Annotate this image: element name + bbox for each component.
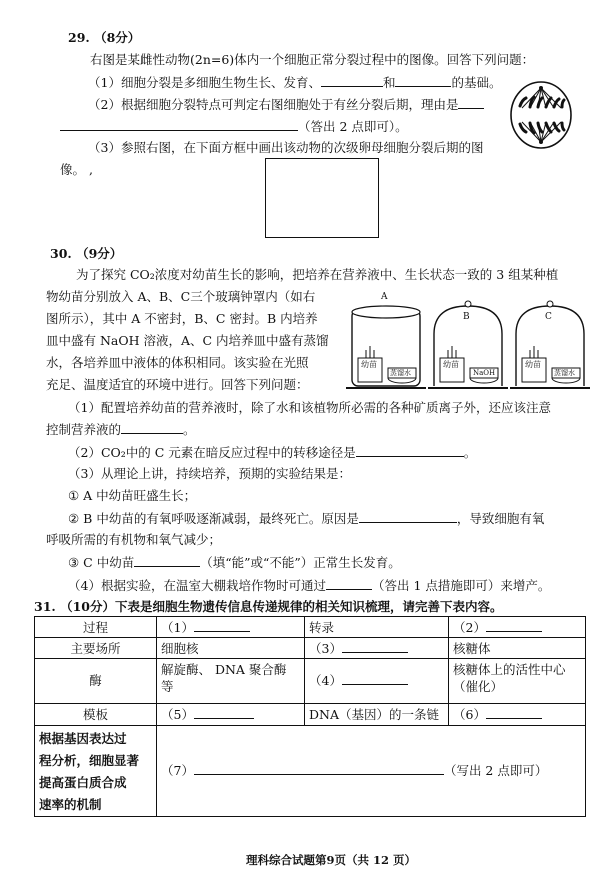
blank-5-label: （5） [161,707,194,722]
q29-p2-text-b: （答出 2 点即可）。 [298,119,408,134]
q29-intro: 右图是某雌性动物(2n=6)体内一个细胞正常分裂过程中的图像。回答下列问题： [90,52,535,67]
q30-header: 30. （9分） [50,246,123,261]
bell-jar-figure [344,290,592,400]
q29-p1-text-b: 和 [382,75,396,90]
q30-p1-text-c: 。 [183,422,196,437]
q30-result2 [68,510,544,527]
jar-a-drawing [346,300,426,396]
q30-part2 [68,444,476,461]
q29-part3-cont: 像。 , [60,162,93,177]
q29-p1-blank2[interactable] [395,74,451,87]
table-cell-dna-strand: DNA（基因）的一条链 [304,703,449,726]
blank-1-line[interactable] [194,619,250,632]
q31-header: 31. （10分）下表是细胞生物遗传信息传递规律的相关知识梳理，请完善下表内容。 [34,599,503,614]
q30-r3-text-a: ③ C 中幼苗 [68,555,135,570]
q30-p1-blank[interactable] [121,421,183,434]
q29-part2-cont [60,118,408,135]
table-cell-blank-3[interactable] [304,637,449,659]
q30-result1: ① A 中幼苗旺盛生长； [68,488,197,503]
mechanism-head-line1: 根据基因表达过 [39,731,127,746]
table-cell-process-head: 过程 [34,616,157,638]
blank-2-label: （2） [453,620,486,635]
jar-b-dish-label: NaOH [473,369,496,377]
blank-1-label: （1） [161,620,194,635]
jar-b-label: B [463,312,470,322]
q30-part3: （3）从理论上讲，持续培养，预期的实验结果是： [68,466,351,481]
table-cell-transcription: 转录 [304,616,449,638]
table-cell-location-head: 主要场所 [34,637,157,659]
blank-7-label: （7） [161,763,194,778]
table-cell-nucleus: 细胞核 [156,637,305,659]
q29-p2-blank1[interactable] [458,96,484,109]
ribosome-site-line2: （催化） [453,679,504,694]
blank-6-label: （6） [453,707,486,722]
q30-p2-text-b: 。 [463,445,477,460]
table-cell-helicase [156,658,305,704]
q29-p2-text-a: （2）根据细胞分裂特点可判定右图细胞处于有丝分裂后期，理由是 [88,97,459,112]
q30-p4-blank[interactable] [326,577,372,590]
page-footer: 理科综合试题第9页（共 12 页） [246,853,417,867]
table-cell-mechanism-head [34,725,157,817]
blank-7-line[interactable] [194,762,444,775]
q29-p2-blank2[interactable] [60,118,298,131]
q30-p4-text-a: （4）根据实验，在温室大棚栽培作物时可通过 [68,578,326,593]
q30-p4-text-b: （答出 1 点措施即可）来增产。 [371,578,551,593]
q30-line1: 为了探究 CO₂浓度对幼苗生长的影响，把培养在营养液中、生长状态一致的 3 组某种植 [76,267,559,282]
mechanism-head-line2: 程分析，细胞显著 [39,753,140,768]
q30-part1: （1）配置培养幼苗的营养液时，除了水和该植物所必需的各种矿质离子外，还应该注意 [68,400,551,415]
q29-header: 29. （8分） [68,30,141,45]
q29-part3: （3）参照右图，在下面方框中画出该动物的次级卵母细胞分裂后期的图 [88,140,484,155]
jar-a-pot-label: 幼苗 [361,360,377,369]
blank-4-line[interactable] [342,672,408,685]
mechanism-head-line3: 提高蛋白质合成 [39,775,127,790]
helicase-line2: 等 [161,679,174,694]
q30-p2-blank[interactable] [356,444,464,457]
q30-r3-text-b: （填“能”或“不能”）正常生长发育。 [200,555,401,570]
q29-p1-blank1[interactable] [321,74,383,87]
blank-6-line[interactable] [486,706,542,719]
table-cell-template-head: 模板 [34,703,157,726]
ribosome-site-line1: 核糖体上的活性中心 [453,662,566,677]
blank-3-line[interactable] [342,640,408,653]
table-cell-blank-7[interactable] [156,725,586,817]
q29-p3-text-b: 像。 [60,162,86,177]
jar-b-pot-label: 幼苗 [443,360,459,369]
q30-r2-text-a: ② B 中幼苗的有氧呼吸逐渐减弱，最终死亡。原因是 [68,511,359,526]
q30-line5: 水，各培养皿中液体的体积相同。该实验在光照 [46,355,309,370]
table-cell-blank-1[interactable] [156,616,305,638]
jar-c-dish-label: 蒸馏水 [554,369,575,377]
table-cell-blank-6[interactable] [448,703,586,726]
q30-r2-blank[interactable] [359,510,457,523]
blank-5-line[interactable] [194,706,254,719]
mechanism-head-line4: 速率的机制 [39,797,102,812]
helicase-line1: 解旋酶、 DNA 聚合酶 [161,662,287,677]
q30-line2: 物幼苗分别放入 A、B、C三个玻璃钟罩内（如右 [46,289,316,304]
q30-line6: 充足、温度适宜的环境中进行。回答下列问题： [46,377,309,392]
jar-a-label: A [381,292,388,302]
blank-4-label: （4） [309,673,342,688]
q30-result2-cont: 呼吸所需的有机物和氧气减少； [46,532,222,547]
q30-r2-text-b: ，导致细胞有氧 [456,511,545,526]
table-cell-ribosome: 核糖体 [448,637,586,659]
q30-p2-text-a: （2）CO₂中的 C 元素在暗反应过程中的转移途径是 [68,445,356,460]
jar-a-dish-label: 蒸馏水 [390,369,411,377]
table-cell-blank-2[interactable] [448,616,586,638]
jar-c-pot-label: 幼苗 [525,360,541,369]
blank-3-label: （3） [309,641,342,656]
blank-2-line[interactable] [486,619,542,632]
q29-p1-text-a: （1）细胞分裂是多细胞生物生长、发育、 [88,75,321,90]
q30-p1-text-b: 控制营养液的 [46,422,122,437]
table-cell-blank-5[interactable] [156,703,305,726]
q30-part4 [68,577,550,594]
blank-7-hint: （写出 2 点即可） [443,763,548,778]
table-cell-ribosome-site [448,658,586,704]
table-cell-blank-4[interactable] [304,658,449,704]
q29-part2 [88,96,484,113]
jar-c-label: C [545,312,552,322]
q30-line4: 皿中盛有 NaOH 溶液，A、C 内培养皿中盛有蒸馏 [46,333,329,348]
table-cell-enzyme-head: 酶 [34,658,157,704]
q30-r3-blank[interactable] [134,554,200,567]
q29-drawing-box[interactable] [265,158,379,238]
q30-result3 [68,554,401,571]
q29-part1 [88,74,502,91]
q30-line3: 图所示），其中 A 不密封，B、C 密封。B 内培养 [46,311,318,326]
q29-p1-text-c: 的基础。 [451,75,502,90]
cell-division-figure [508,80,574,150]
q30-part1-cont [46,421,196,438]
